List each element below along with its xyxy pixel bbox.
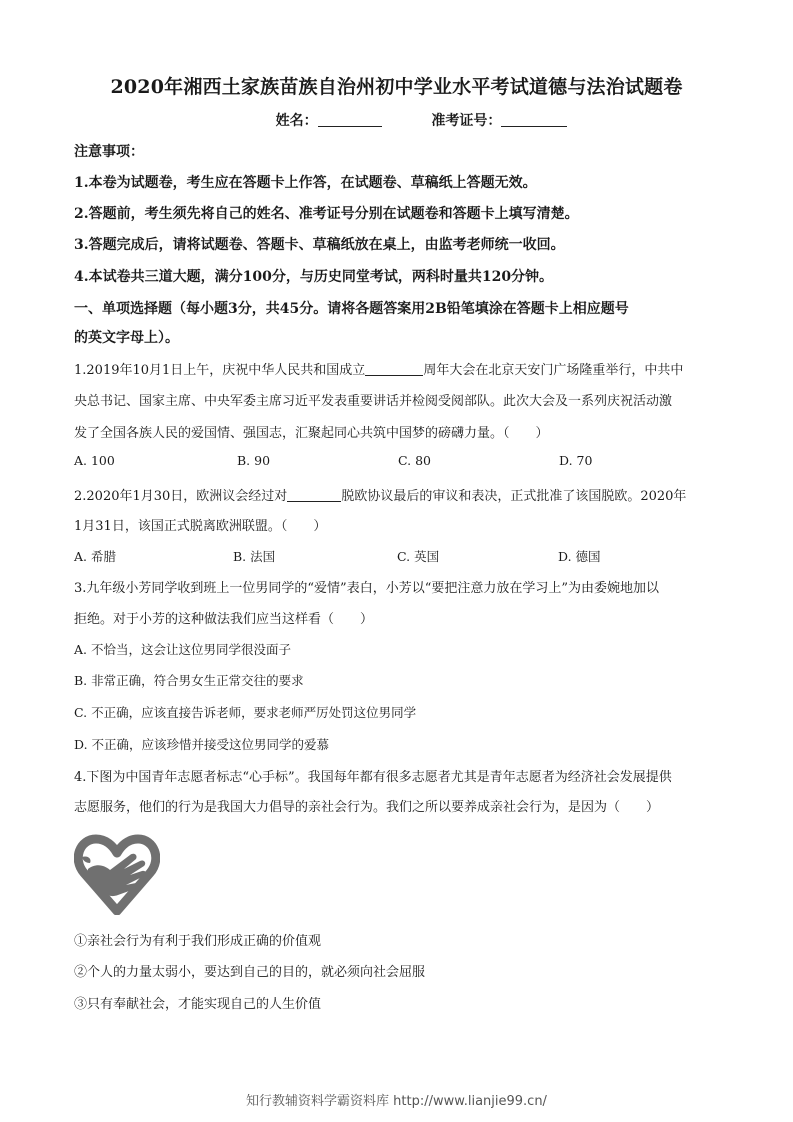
- question-1-line: 1.2019年10月1日上午，庆祝中华人民共和国成立 周年大会在北京天安门广场隆重举行，中共中: [74, 363, 684, 378]
- question-1-line: 央总书记、国家主席、中央军委主席习近平发表重要讲话并检阅受阅部队。此次大会及一系列庆祝活动激: [74, 394, 673, 409]
- option-c: C. 不正确，应该直接告诉老师，要求老师严厉处罚这位男同学: [74, 705, 417, 720]
- option-d: D. 不正确，应该珍惜并接受这位男同学的爱慕: [74, 737, 330, 752]
- option-a: A. 100: [74, 453, 115, 468]
- option-a: A. 希腊: [74, 549, 116, 564]
- statement-3: ③只有奉献社会，才能实现自己的人生价值: [74, 997, 322, 1012]
- section-heading: 一、单项选择题（每小题3分，共45分。请将各题答案用2B铅笔填涂在答题卡上相应题号: [74, 301, 629, 317]
- notice-item: 1.本卷为试题卷，考生应在答题卡上作答，在试题卷、草稿纸上答题无效。: [74, 175, 537, 191]
- name-blank: [318, 112, 382, 127]
- page-title: 2020年湘西土家族苗族自治州初中学业水平考试道德与法治试题卷: [110, 76, 683, 98]
- ticket-label: 准考证号：: [431, 113, 502, 129]
- footer-watermark: 知行教辅资料学霸资料库 http://www.lianjie99.cn/: [246, 1094, 547, 1109]
- option-b: B. 非常正确，符合男女生正常交往的要求: [74, 673, 304, 688]
- name-label: 姓名：: [275, 113, 318, 129]
- option-d: D. 70: [559, 453, 593, 468]
- notice-item: 2.答题前，考生须先将自己的姓名、准考证号分别在试题卷和答题卡上填写清楚。: [74, 206, 579, 222]
- question-2-line: 2.2020年1月30日，欧洲议会经过对 脱欧协议最后的审议和表决，正式批准了该国脱欧。2020年: [74, 489, 687, 504]
- question-4-line: 4.下图为中国青年志愿者标志“心手标”。我国每年都有很多志愿者尤其是青年志愿者为经济社会发展提供: [74, 770, 672, 785]
- question-1-line: 发了全国各族人民的爱国情、强国志，汇聚起同心共筑中国梦的磅礴力量。（ ）: [74, 426, 549, 441]
- section-heading-cont: 的英文字母上）。: [74, 330, 179, 346]
- option-b: B. 法国: [233, 549, 276, 564]
- name-ticket-line: [0, 110, 793, 130]
- question-4-line: 志愿服务，他们的行为是我国大力倡导的亲社会行为。我们之所以要养成亲社会行为，是因为（ ）: [74, 800, 660, 815]
- statement-1: ①亲社会行为有利于我们形成正确的价值观: [74, 934, 322, 949]
- option-c: C. 80: [398, 453, 431, 468]
- question-3-line: 3.九年级小芳同学收到班上一位男同学的“爱情”表白，小芳以“要把注意力放在学习上”为由委婉地加以: [74, 581, 659, 596]
- question-3-line: 拒绝。对于小芳的这种做法我们应当这样看（ ）: [74, 612, 374, 627]
- question-2-line: 1月31日，该国正式脱离欧洲联盟。（ ）: [74, 519, 327, 534]
- answer-blank: [365, 363, 423, 376]
- notice-item: 3.答题完成后，请将试题卷、答题卡、草稿纸放在桌上，由监考老师统一收回。: [74, 237, 565, 253]
- option-a: A. 不恰当，这会让这位男同学很没面子: [74, 642, 291, 657]
- option-c: C. 英国: [397, 549, 440, 564]
- ticket-blank: [501, 112, 567, 127]
- volunteer-heart-hand-logo: [74, 833, 160, 915]
- option-d: D. 德国: [558, 549, 601, 564]
- statement-2: ②个人的力量太弱小，要达到自己的目的，就必须向社会屈服: [74, 965, 426, 980]
- option-b: B. 90: [237, 453, 271, 468]
- answer-blank: [287, 489, 341, 502]
- notice-item: 4.本试卷共三道大题，满分100分，与历史同堂考试，两科时量共120分钟。: [74, 269, 554, 285]
- notice-heading: 注意事项：: [74, 144, 144, 160]
